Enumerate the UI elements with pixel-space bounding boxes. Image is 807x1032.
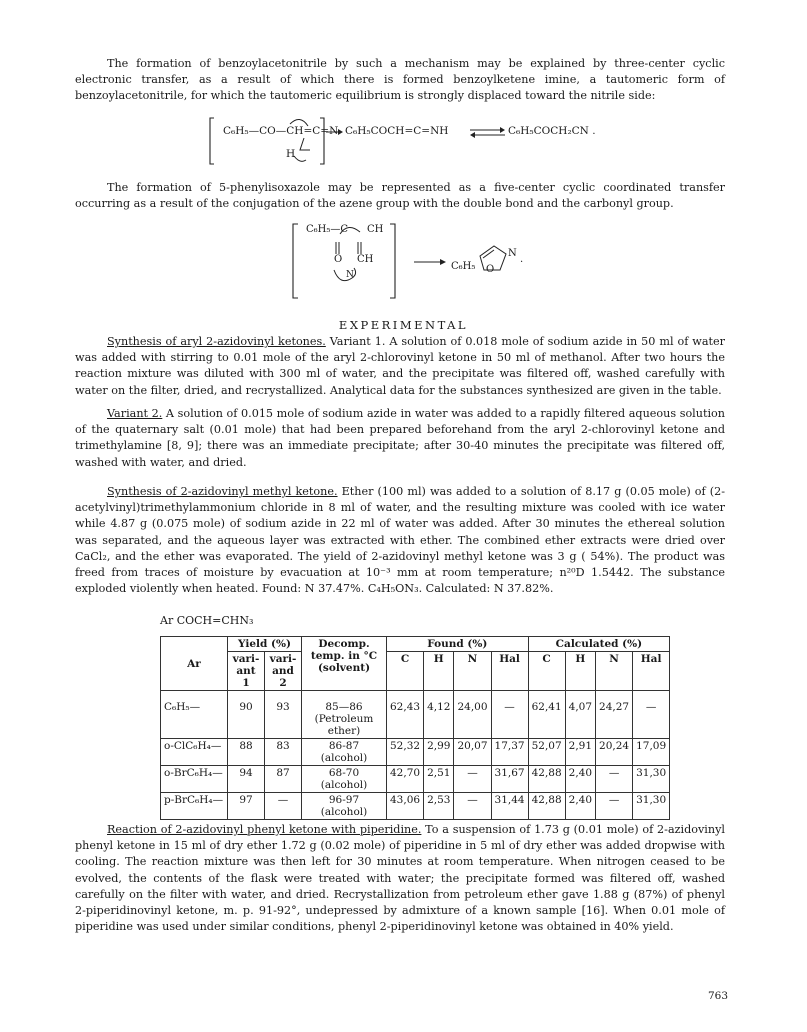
isoxazole-dot: . — [520, 254, 524, 265]
table-row — [161, 739, 670, 766]
reaction-body: To a suspension of 1.73 g (0.01 mole) of 2-azidovinyl phenyl ketone in 15 ml of dry ether 1.72 g (0.02 mole) of piperidine in 5 ml of dry ether was added dropwise with cooling. The reaction mixture was then left for 30 minutes at room temperature. When nitrogen ceased to be evolved, the contents of the flask were treated with water; the precipitate formed was filtered off, washed carefully on the filter with water, and dried. Recrystallization from petroleum ether gave 1.88 g (87%) of phenyl 2-piperidinovinyl ketone, m. p. 91-92°, undepressed by admixture of a known sample [16]. When 0.01 mole of piperidine was used under similar conditions, phenyl 2-piperidinovinyl ketone was obtained in 40% yield. — [75, 823, 725, 934]
synthesis2-title: Synthesis of 2-azidovinyl methyl ketone. — [107, 485, 338, 498]
table-cell-v2: — — [265, 793, 302, 820]
isoxazole-oxygen: O — [486, 264, 495, 275]
table-cell-cn: — — [596, 793, 633, 820]
table-cell-v1: 94 — [228, 766, 265, 793]
page-number: 763 — [708, 990, 729, 1002]
col-header-variant1: vari-ant 1 — [228, 652, 265, 691]
isoxazole-text: The formation of 5-phenylisoxazole may be represented as a five-center cyclic coordinated transfer occurring as a result of the conjugation of the azene group with the double bond and the carbonyl group. — [75, 181, 725, 211]
scheme-benzoylketene-imine — [200, 112, 620, 170]
table-cell-cc: 52,07 — [528, 739, 565, 766]
table-cell-chal: 17,09 — [633, 739, 670, 766]
table-cell-v1: 97 — [228, 793, 265, 820]
table-cell-cn: 24,27 — [596, 691, 633, 739]
table-cell-ar: o-ClC₆H₄— — [161, 739, 228, 766]
table-cell-fc: 52,32 — [387, 739, 424, 766]
table-cell-ch: 2,40 — [565, 766, 595, 793]
scheme1-product1: C₆H₅COCH=C=NH — [345, 125, 449, 137]
synthesis2-paragraph — [75, 484, 725, 597]
reaction-paragraph — [75, 822, 725, 935]
isoxazole-phenyl: C₆H₅ — [451, 261, 476, 272]
intro-text: The formation of benzoylacetonitrile by such a mechanism may be explained by three-center cyclic electronic transfer, as a result of which there is formed benzoylketene imine, a tautomeric form of benzoylacetonitrile, for which the tautomeric equilibrium is strongly displaced toward the nitrile side: — [75, 57, 725, 103]
reaction-title: Reaction of 2-azidovinyl phenyl ketone with piperidine. — [107, 823, 422, 836]
table-cell-fh: 4,12 — [424, 691, 454, 739]
table-cell-fn: 24,00 — [454, 691, 491, 739]
table-cell-dec: 68-70 (alcohol) — [302, 766, 387, 793]
table-cell-ar: p-BrC₆H₄— — [161, 793, 228, 820]
table-row — [161, 691, 670, 739]
col-header-found-c: C — [387, 652, 424, 691]
col-header-calc-c: C — [528, 652, 565, 691]
table-cell-v1: 88 — [228, 739, 265, 766]
table-cell-ch: 2,40 — [565, 793, 595, 820]
intro-paragraph — [75, 56, 725, 105]
col-header-yield: Yield (%) — [228, 637, 302, 652]
synthesis1-body: Variant 1. A solution of 0.018 mole of sodium azide in 50 ml of water was added with stirring to 0.01 mole of the aryl 2-chlorovinyl ketone in 50 ml of methanol. After two hours the reaction mixture was diluted with 300 ml of water, and the precipitate was filtered off, washed carefully with water on the filter, dried, and recrystallized. Analytical data for the substances synthesized are given in the table. — [75, 335, 725, 397]
table-cell-fn: — — [454, 766, 491, 793]
scheme2-oxygen: O — [334, 254, 343, 265]
table-cell-fhal: 31,67 — [491, 766, 528, 793]
analytical-data-table — [160, 636, 670, 820]
synthesis1-paragraph — [75, 334, 725, 399]
synthesis2-body: Ether (100 ml) was added to a solution of 8.17 g (0.05 mole) of (2-acetylvinyl)trimethylammonium chloride in 8 ml of water, and the resulting mixture was cooled with ice water while 4.87 g (0.075 mole) of sodium azide in 22 ml of water was added. After 30 minutes the ethereal solution was separated, and the aqueous layer was extracted with ether. The combined ether extracts were dried over CaCl₂, and the ether was evaporated. The yield of 2-azidovinyl methyl ketone was 3 g ( 54%). The product was freed from traces of moisture by evacuation at 10⁻³ mm at room temperature; n²⁰D 1.5442. The substance exploded violently when heated. Found: N 37.47%. C₄H₅ON₃. Calculated: N 37.82%. — [75, 485, 725, 596]
variant2-title: Variant 2. — [107, 407, 163, 420]
table-cell-ar: o-BrC₆H₄— — [161, 766, 228, 793]
synthesis1-title: Synthesis of aryl 2-azidovinyl ketones. — [107, 335, 326, 348]
table-row — [161, 766, 670, 793]
col-header-ar: Ar — [161, 637, 228, 691]
table-cell-fh: 2,53 — [424, 793, 454, 820]
experimental-heading: EXPERIMENTAL — [338, 318, 469, 332]
table-cell-ar: C₆H₅— — [161, 691, 228, 739]
col-header-calc-hal: Hal — [633, 652, 670, 691]
scheme2-phenyl-c: C₆H₅—C — [306, 224, 349, 235]
scheme1-reactant: C₆H₅—CO—CH=C=N — [223, 125, 339, 137]
table-cell-ch: 2,91 — [565, 739, 595, 766]
table-cell-fc: 62,43 — [387, 691, 424, 739]
variant2-paragraph — [75, 406, 725, 471]
isoxazole-nitrogen: N — [508, 248, 517, 259]
table-cell-fc: 42,70 — [387, 766, 424, 793]
table-cell-chal: 31,30 — [633, 766, 670, 793]
table-cell-cc: 42,88 — [528, 793, 565, 820]
table-cell-v2: 93 — [265, 691, 302, 739]
col-header-calc-h: H — [565, 652, 595, 691]
table-row — [161, 793, 670, 820]
table-cell-v2: 83 — [265, 739, 302, 766]
table-cell-dec: 96-97 (alcohol) — [302, 793, 387, 820]
table-cell-fhal: 17,37 — [491, 739, 528, 766]
col-header-calculated: Calculated (%) — [528, 637, 670, 652]
table-cell-cc: 42,88 — [528, 766, 565, 793]
table-cell-fn: 20,07 — [454, 739, 491, 766]
table-cell-dec: 86-87 (alcohol) — [302, 739, 387, 766]
col-header-found-h: H — [424, 652, 454, 691]
table-cell-cn: — — [596, 766, 633, 793]
table-cell-ch: 4,07 — [565, 691, 595, 739]
col-header-found: Found (%) — [387, 637, 529, 652]
table-cell-fc: 43,06 — [387, 793, 424, 820]
table-caption: Ar COCH=CHN₃ — [160, 614, 254, 627]
table-cell-v1: 90 — [228, 691, 265, 739]
col-header-calc-n: N — [596, 652, 633, 691]
table-cell-dec: 85—86 (Petroleum ether) — [302, 691, 387, 739]
table-cell-fh: 2,99 — [424, 739, 454, 766]
table-cell-fh: 2,51 — [424, 766, 454, 793]
col-header-found-n: N — [454, 652, 491, 691]
table-cell-cn: 20,24 — [596, 739, 633, 766]
table-cell-chal: — — [633, 691, 670, 739]
scheme2-ch2: CH — [357, 254, 374, 265]
variant2-body: A solution of 0.015 mole of sodium azide in water was added to a rapidly filtered aqueous solution of the quaternary salt (0.01 mole) that had been prepared beforehand from the aryl 2-chlorovinyl ketone and trimethylamine [8, 9]; there was an immediate precipitate; after 30-40 minutes the precipitate was filtered off, washed with water, and dried. — [75, 407, 725, 469]
scheme2-nitrogen: N — [346, 270, 354, 280]
scheme2-ch1: CH — [367, 224, 384, 235]
table-cell-fhal: 31,44 — [491, 793, 528, 820]
col-header-found-hal: Hal — [491, 652, 528, 691]
scheme1-product2: C₆H₅COCH₂CN . — [508, 125, 596, 137]
col-header-variant2: vari-and 2 — [265, 652, 302, 691]
table-cell-chal: 31,30 — [633, 793, 670, 820]
table-cell-fhal: — — [491, 691, 528, 739]
scheme1-hydrogen: H — [286, 148, 296, 160]
table-cell-fn: — — [454, 793, 491, 820]
table-cell-cc: 62,41 — [528, 691, 565, 739]
table-cell-v2: 87 — [265, 766, 302, 793]
isoxazole-paragraph — [75, 180, 725, 212]
table-body — [161, 691, 670, 820]
col-header-decomp: Decomp. temp. in °C (solvent) — [302, 637, 387, 691]
